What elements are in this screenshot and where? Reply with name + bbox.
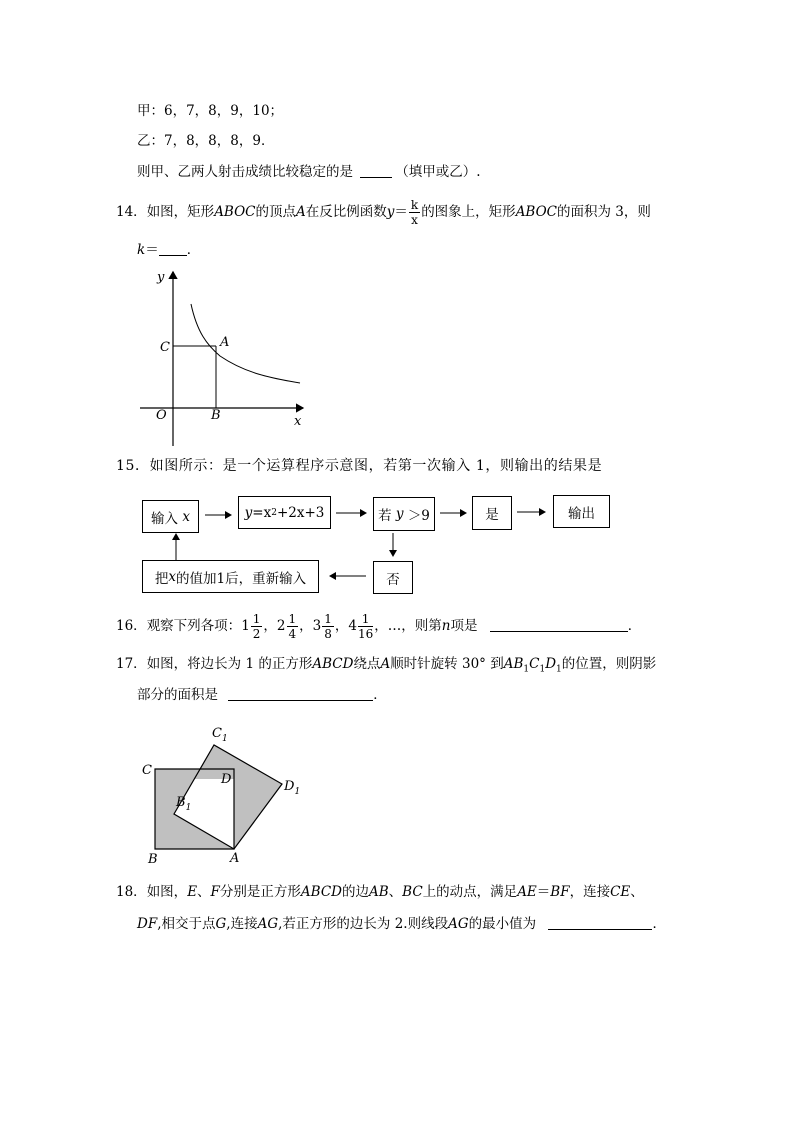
q16-line: 16．观察下列各项：1 $\frac{1}{2}$ ，2 $\frac{1}{4}$ ，3 $\frac{1}{8}$ ，4 $\frac{1}{16}$ ，…，则第n项是 ． (116, 612, 642, 641)
flow-condition-box: 若 y ＞9 (373, 497, 435, 531)
label-d: D (221, 772, 232, 787)
q14-answer-blank[interactable] (159, 241, 187, 256)
q16-term-3-fraction: $\frac{1}{8}$ (324, 612, 332, 641)
q16-answer-blank[interactable] (490, 617, 628, 632)
label-c: C (142, 763, 152, 778)
q14-line1: 14．如图，矩形ABOC的顶点A在反比例函数y＝ $\frac{k}{x}$ 的图象上，矩形ABOC的面积为 3，则 (116, 198, 651, 227)
q18-line2: DF,相交于点G,连接AG,若正方形的边长为 2.则线段AG的最小值为 ． (137, 916, 666, 932)
flow-output-box: 输出 (553, 495, 610, 528)
q13-question: 则甲、乙两人射击成绩比较稳定的是 （填甲或乙）. (137, 164, 481, 180)
origin-label: O (156, 408, 167, 423)
x-axis-label: x (294, 414, 302, 429)
flow-yes-box: 是 (472, 496, 512, 530)
q17-line2: 部分的面积是 ． (137, 687, 387, 703)
label-b1: $B_1$ (176, 795, 192, 813)
label-d1: $D_1$ (284, 779, 301, 797)
q15-text: 15．如图所示：是一个运算程序示意图，若第一次输入 1，则输出的结果是 (116, 458, 603, 474)
q14-function-fraction: $\frac{k}{x}$ (410, 198, 419, 227)
q16-term-2-fraction: $\frac{1}{4}$ (288, 612, 297, 641)
q18-answer-blank[interactable] (548, 915, 652, 930)
y-axis-label: y (157, 270, 165, 285)
q13-data-jia: 甲：6，7，8，9，10； (137, 103, 284, 119)
q14-line2: k＝ ． (137, 242, 201, 258)
q17-answer-blank[interactable] (228, 686, 373, 701)
label-b: B (148, 852, 158, 867)
q13-answer-blank[interactable] (360, 163, 392, 178)
label-a: A (230, 851, 240, 866)
q16-term-1-fraction: $\frac{1}{2}$ (252, 612, 261, 641)
q16-term-4-fraction: $\frac{1}{16}$ (357, 612, 374, 641)
point-b-label: B (211, 408, 221, 423)
flow-retry-box: 把 x 的值加1后，重新输入 (142, 560, 319, 593)
flow-input-box: 输入 x (142, 500, 199, 533)
flow-no-box: 否 (373, 561, 413, 594)
point-a-label: A (220, 335, 230, 350)
q13-data-yi: 乙：7，8，8，8，9． (137, 133, 275, 149)
hyperbola-curve (191, 304, 300, 383)
label-c1: $C_1$ (212, 726, 228, 744)
flow-formula-box: y =x 2 +2x+3 (238, 496, 331, 529)
q18-line1: 18．如图，E、F分别是正方形ABCD的边AB、BC上的动点，满足AE＝BF，连接CE、 (116, 884, 644, 900)
point-c-label: C (160, 340, 170, 355)
q17-figure (135, 720, 315, 870)
q17-line1: 17．如图，将边长为 1 的正方形ABCD绕点A顺时针旋转 30° 到$AB_1C_1D_1$的位置，则阴影 (116, 656, 657, 675)
q14-figure (135, 262, 315, 452)
